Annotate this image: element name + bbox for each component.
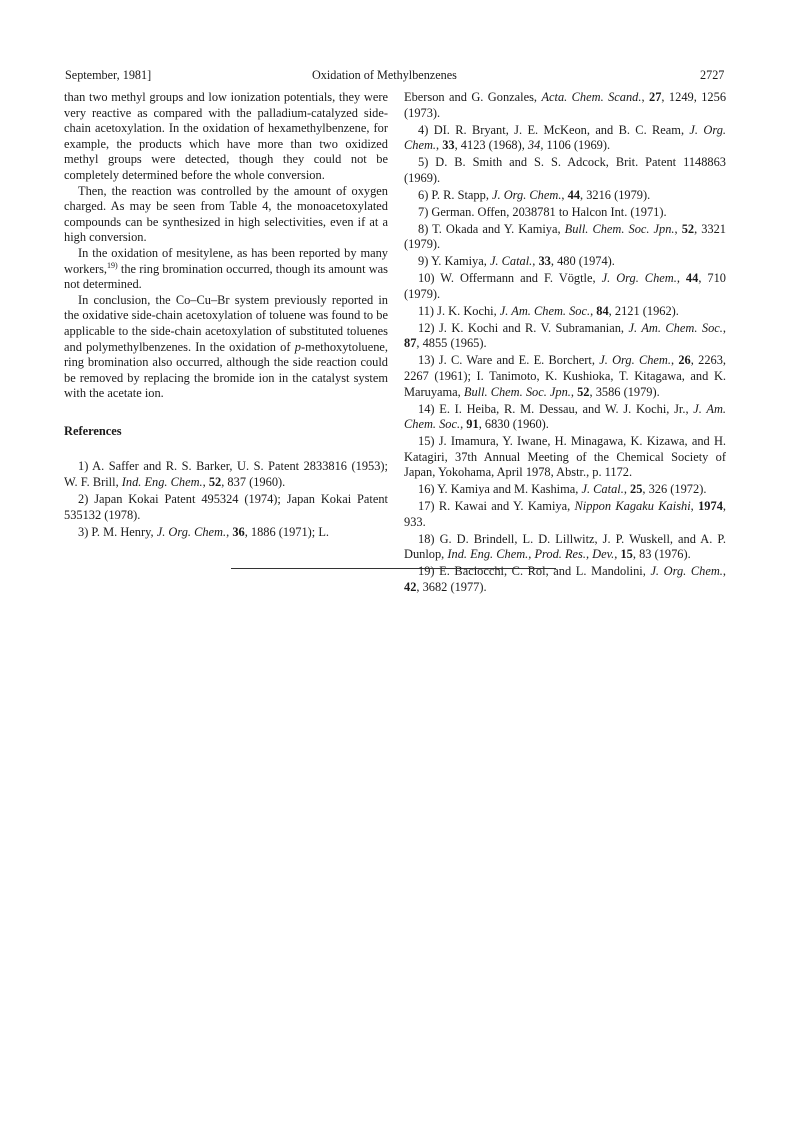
- journal-name: 34: [527, 138, 541, 153]
- volume-number: 25: [630, 482, 643, 497]
- reference-text: ,: [690, 499, 699, 514]
- reference-text: , 933.: [404, 499, 726, 529]
- volume-number: 84: [596, 303, 609, 318]
- reference-text: ,: [202, 475, 209, 490]
- reference-text: ,: [436, 138, 443, 153]
- reference-text: 1) A. Saffer and R. S. Barker, U. S. Patent 2833816 (1953); W. F. Brill,: [64, 459, 388, 490]
- journal-name: J. Am. Chem. Soc.: [499, 303, 591, 318]
- journal-name: Ind. Eng. Chem., Prod. Res., Dev.: [447, 547, 615, 562]
- reference-text: ,: [590, 303, 597, 318]
- journal-name: J. Org. Chem.: [601, 271, 677, 286]
- running-header-date: September, 1981]: [65, 68, 152, 82]
- text-run: -methoxytoluene, ring bromination also occurred, although the side reaction could be removed by replacing the bromide ion in the catalyst system with the acetate ion.: [64, 339, 388, 401]
- reference-text: , 6830 (1960).: [478, 417, 549, 432]
- reference-text: 3) P. M. Henry,: [78, 524, 157, 539]
- volume-number: 15: [620, 547, 633, 562]
- reference-item: 2) Japan Kokai Patent 495324 (1974); Japan Kokai Patent 535132 (1978).: [64, 492, 388, 522]
- journal-name: Bull. Chem. Soc. Jpn.: [564, 221, 675, 236]
- reference-text: , 837 (1960).: [221, 475, 286, 490]
- reference-text: ,: [614, 547, 621, 562]
- reference-item: [404, 532, 726, 563]
- reference-text: ,: [532, 254, 539, 269]
- reference-item: [404, 304, 726, 320]
- volume-number: 52: [208, 475, 222, 490]
- reference-text: ,: [722, 320, 726, 335]
- volume-number: 27: [649, 90, 662, 104]
- citation-superscript: 19): [107, 260, 118, 270]
- journal-name: J. Catal.: [489, 254, 533, 269]
- reference-text: 8) T. Okada and Y. Kamiya,: [418, 221, 565, 236]
- volume-number: 44: [685, 271, 699, 286]
- page-number: 2727: [700, 68, 725, 82]
- reference-item: [404, 564, 726, 595]
- volume-number: 42: [404, 580, 417, 595]
- volume-number: 26: [678, 353, 691, 368]
- reference-text: 19) E. Baciocchi, C. Rol, and L. Mandolini,: [418, 564, 651, 579]
- reference-text: 4) DI. R. Bryant, J. E. McKeon, and B. C. Ream,: [418, 122, 690, 137]
- volume-number: 44: [567, 187, 581, 202]
- reference-item: [404, 90, 726, 121]
- journal-name: Acta. Chem. Scand.: [541, 90, 642, 104]
- reference-text: , 1106 (1969).: [540, 138, 611, 153]
- journal-name: J. Org. Chem.: [404, 122, 726, 153]
- reference-item: [404, 271, 726, 302]
- text-run: the ring bromination occurred, though its amount was not determined.: [64, 261, 388, 292]
- journal-name: J. Org. Chem.: [156, 524, 227, 539]
- reference-item: [404, 321, 726, 352]
- reference-item: [404, 499, 726, 530]
- reference-item: [404, 353, 726, 400]
- reference-text: , 1886 (1971); L.: [244, 524, 330, 539]
- text-run: In the oxidation of mesitylene, as has been reported by many workers,: [64, 245, 388, 276]
- end-rule: [231, 568, 556, 569]
- reference-item: 7) German. Offen, 2038781 to Halcon Int. (1971).: [418, 204, 667, 219]
- reference-text: 12) J. K. Kochi and R. V. Subramanian,: [418, 320, 629, 335]
- volume-number: 36: [232, 524, 245, 539]
- reference-text: , 3682 (1977).: [416, 580, 487, 595]
- reference-text: , 83 (1976).: [632, 547, 691, 562]
- reference-text: , 4123 (1968),: [454, 138, 528, 153]
- reference-item: [404, 222, 726, 253]
- reference-item: [64, 525, 388, 541]
- journal-name: J. Org. Chem.: [492, 187, 562, 202]
- reference-text: , 710 (1979).: [404, 271, 726, 301]
- reference-text: ,: [670, 353, 679, 368]
- reference-item: [404, 254, 726, 270]
- reference-item: [404, 188, 726, 204]
- italic-text: p: [294, 339, 301, 354]
- reference-item: [404, 482, 726, 498]
- reference-text: , 480 (1974).: [550, 254, 615, 269]
- reference-text: ,: [623, 482, 631, 497]
- paragraph: Then, the reaction was controlled by the amount of oxygen charged. As may be seen from Table 4, the monoacetoxylated compounds can be synthesized in high selectivities, even if at a high conversion.: [64, 183, 388, 245]
- reference-text: , 2121 (1962).: [608, 303, 679, 318]
- text-run: In conclusion, the Co–Cu–Br system previously reported in the oxidative side-chain acetoxylation of toluene was found to be applicable to the side-chain acetoxylation of substituted toluenes and polymethylbenzenes. In the oxidation of: [64, 292, 388, 354]
- reference-item: 15) J. Imamura, Y. Iwane, H. Minagawa, K. Kizawa, and H. Katagiri, 37th Annual Meeting of the Chemical Society of Japan, Yokohama, April 1978, Abstr., p. 1172.: [404, 434, 726, 480]
- reference-text: 9) Y. Kamiya,: [418, 254, 490, 269]
- reference-text: 13) J. C. Ware and E. E. Borchert,: [418, 353, 600, 368]
- volume-number: 33: [442, 138, 455, 153]
- reference-text: , 4855 (1965).: [416, 336, 487, 351]
- paragraph: [64, 246, 388, 293]
- reference-item: [64, 459, 388, 490]
- reference-text: 6) P. R. Stapp,: [418, 187, 493, 202]
- reference-item: 5) D. B. Smith and S. S. Adcock, Brit. Patent 1148863 (1969).: [404, 155, 726, 185]
- running-header-title: Oxidation of Methylbenzenes: [312, 68, 457, 82]
- reference-text: , 326 (1972).: [642, 482, 707, 497]
- reference-text: 17) R. Kawai and Y. Kamiya,: [418, 499, 575, 514]
- volume-number: 91: [466, 417, 479, 432]
- volume-number: 87: [404, 336, 417, 351]
- reference-item: [404, 402, 726, 433]
- journal-name: J. Am. Chem. Soc.: [628, 320, 723, 335]
- right-column: [404, 90, 726, 597]
- reference-text: , 3216 (1979).: [580, 187, 651, 202]
- reference-item: [404, 123, 726, 154]
- volume-number: 52: [681, 221, 695, 236]
- reference-text: 18) G. D. Brindell, L. D. Lillwitz, J. P. Wuskell, and A. P. Dunlop,: [404, 531, 726, 562]
- reference-text: 16) Y. Kamiya and M. Kashima,: [418, 482, 582, 497]
- reference-text: ,: [674, 221, 682, 236]
- reference-text: ,: [561, 187, 568, 202]
- reference-text: ,: [676, 271, 686, 286]
- volume-number: 52: [577, 384, 590, 399]
- reference-text: ,: [641, 90, 650, 104]
- journal-name: J. Am. Chem. Soc.: [404, 401, 726, 432]
- reference-text: ,: [226, 524, 233, 539]
- volume-number: 33: [538, 254, 551, 269]
- paragraph: than two methyl groups and low ionization potentials, they were very reactive as compared with the palladium-catalyzed side-chain acetoxylation. In the oxidation of hexamethylbenzene, for example, the products which have more than two oxidized methyl groups were detected, though they could not be completely determined before the whole conversion.: [64, 90, 388, 182]
- journal-name: Ind. Eng. Chem.: [121, 475, 203, 490]
- journal-name: J. Catal.: [581, 482, 624, 497]
- reference-text: 10) W. Offermann and F. Vögtle,: [418, 271, 602, 286]
- reference-text: , 3586 (1979).: [589, 384, 660, 399]
- journal-name: J. Org. Chem.: [650, 564, 723, 579]
- paragraph: [64, 293, 388, 402]
- reference-text: , 2263, 2267 (1961); I. Tanimoto, K. Kushioka, T. Kitagawa, and K. Maruyama,: [404, 353, 726, 399]
- reference-text: ,: [570, 384, 578, 399]
- reference-text: ,: [460, 417, 467, 432]
- reference-text: ,: [722, 564, 726, 579]
- journal-name: Nippon Kagaku Kaishi: [574, 499, 691, 514]
- journal-name: J. Org. Chem.: [599, 353, 671, 368]
- reference-text: 11) J. K. Kochi,: [418, 303, 500, 318]
- reference-text: 14) E. I. Heiba, R. M. Dessau, and W. J. Kochi, Jr.,: [418, 401, 694, 416]
- reference-text: , 1249, 1256 (1973).: [404, 90, 727, 120]
- left-column: [64, 90, 388, 542]
- reference-text: , 3321 (1979).: [404, 221, 727, 252]
- volume-number: 1974: [698, 499, 723, 514]
- reference-text: Eberson and G. Gonzales,: [404, 90, 542, 104]
- journal-name: Bull. Chem. Soc. Jpn.: [463, 384, 571, 399]
- references-heading: References: [64, 423, 122, 438]
